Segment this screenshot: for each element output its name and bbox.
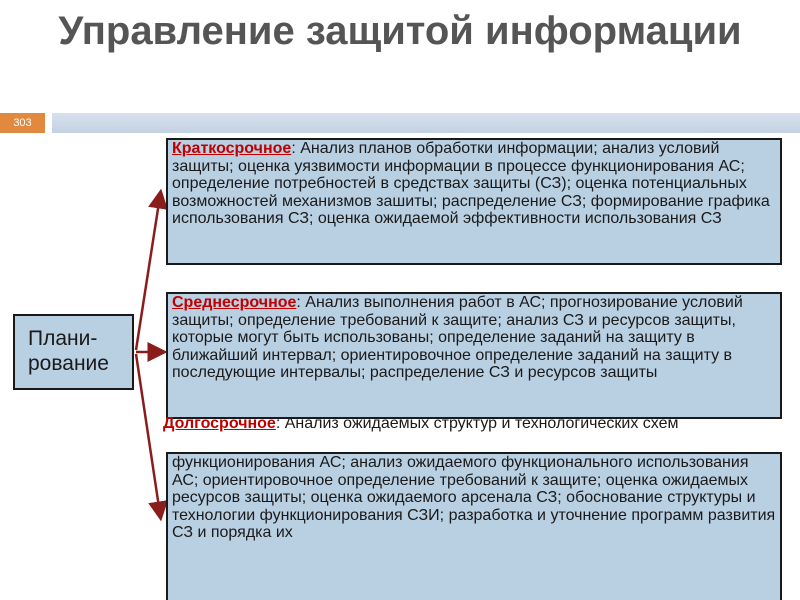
page-title: Управление защитой информации (58, 9, 742, 53)
arrow-long-term (136, 354, 160, 514)
short-term-title: Краткосрочное (172, 140, 292, 157)
long-term-title: Долгосрочное (163, 415, 276, 432)
slide-number-badge: 303 (0, 113, 45, 133)
long-term-intro (163, 415, 783, 433)
long-term-intro-text: : Анализ ожидаемых структур и технологических схем (275, 415, 679, 432)
long-term-box (166, 452, 782, 600)
medium-term-box (166, 292, 782, 419)
arrow-short-term (136, 196, 160, 350)
long-term-text: функционирования АС; анализ ожидаемого функционального использования АС; ориентировочное определение требований к защите; оценка ожидаемых ресурсов защиты; оценка ожидаемого арсенала СЗ; обоснование структуры и технологии функционирования СЗИ; разработка и уточнение программ развития СЗ и порядка их (172, 454, 776, 541)
medium-term-title: Среднесрочное (172, 294, 297, 311)
medium-term-text: : Анализ выполнения работ в АС; прогнозирование условий защиты; определение требований к защите; анализ СЗ и ресурсов защиты, которые могут быть использованы; определение заданий на защиту в ближайший интервал; ориентировочное определение заданий на защиту в последующие интервалы; распределение СЗ и ресурсов защиты (172, 294, 743, 381)
short-term-text: : Анализ планов обработки информации; анализ условий защиты; оценка уязвимости информации в процессе функционирования АС; определение потребностей в средствах защиты (СЗ); оценка потенциальных возможностей механизмов зашиты; распределение СЗ; формирование графика использования СЗ; оценка ожидаемой эффективности использования СЗ (172, 140, 770, 227)
short-term-box (166, 138, 782, 265)
planning-box: Плани-рование (13, 314, 134, 390)
